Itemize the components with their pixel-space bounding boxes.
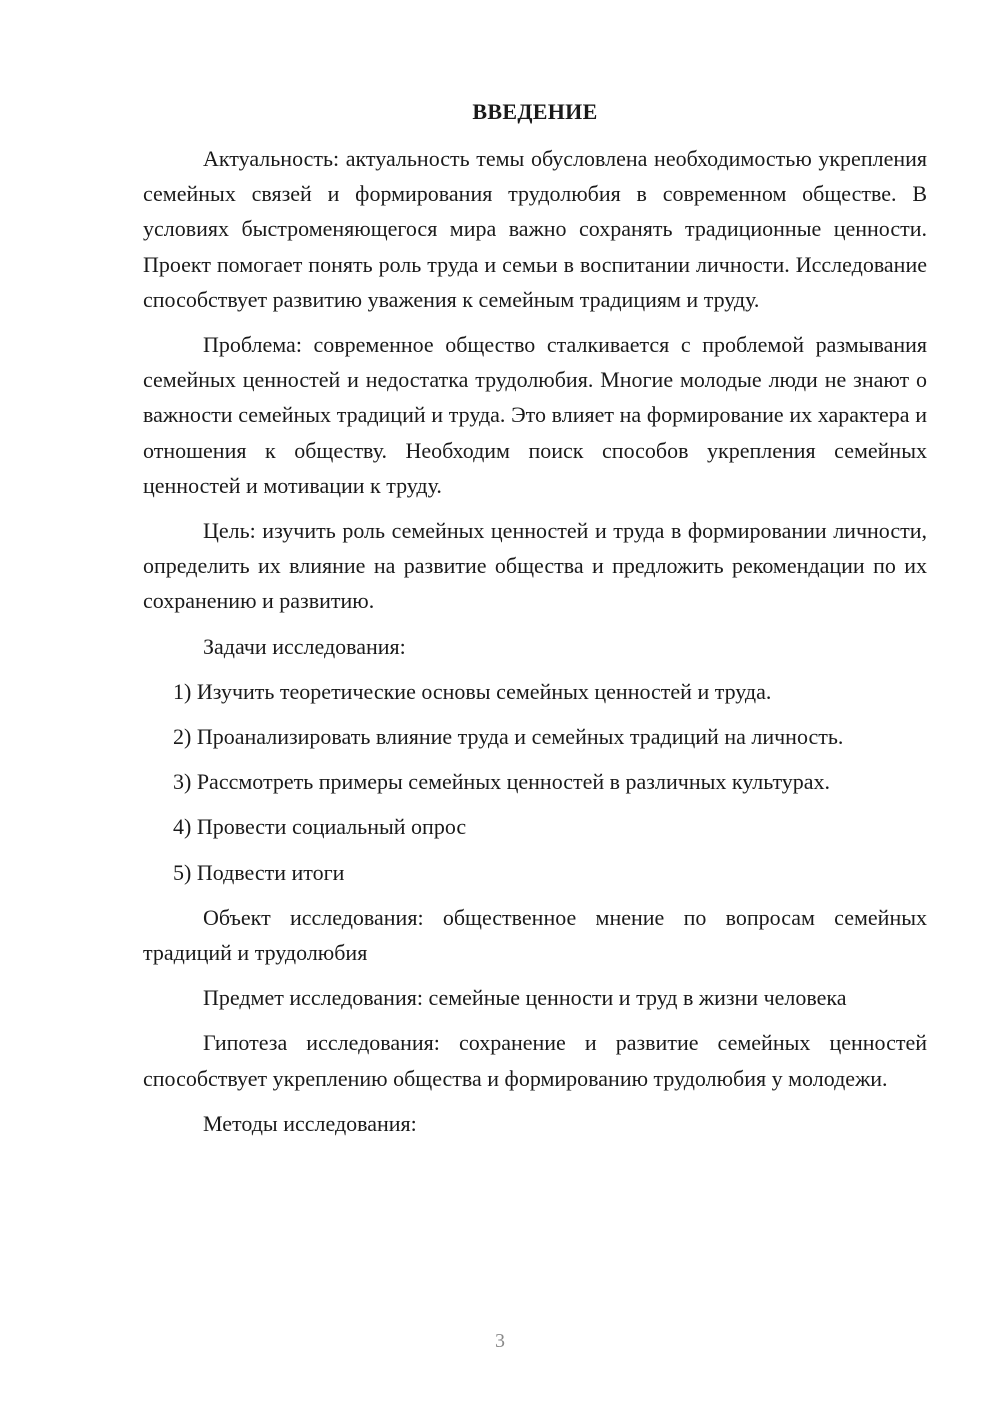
methods-heading: Методы исследования: xyxy=(203,1110,417,1136)
hypothesis-paragraph: Гипотеза исследования: сохранение и развитие семейных ценностей способствует укреплению общества и формированию трудолюбия у молодежи. xyxy=(143,1030,927,1091)
object-paragraph: Объект исследования: общественное мнение по вопросам семейных традиций и трудолюбия xyxy=(143,904,927,966)
task-item-1: 1) Изучить теоретические основы семейных ценностей и труда. xyxy=(173,678,772,704)
task-item-5: 5) Подвести итоги xyxy=(173,859,345,885)
page-number: 3 xyxy=(495,1330,505,1352)
subject-paragraph: Предмет исследования: семейные ценности и труд в жизни человека xyxy=(203,985,847,1011)
document-body xyxy=(143,94,927,1151)
task-item-2: 2) Проанализировать влияние труда и семейных традиций на личность. xyxy=(173,724,844,750)
problem-paragraph: Проблема: современное общество сталкивается с проблемой размывания семейных ценностей и недостатка трудолюбия. Многие молодые люди не знают о важности семейных традиций и труда. Это влияет на формирование их характера и отношения к обществу. Необходим поиск способов укрепления семейных ценностей и мотивации к труду. xyxy=(143,332,927,498)
section-title: ВВЕДЕНИЕ xyxy=(472,99,598,124)
goal-paragraph: Цель: изучить роль семейных ценностей и труда в формировании личности, определить их влияние на развитие общества и предложить рекомендации по их сохранению и развитию. xyxy=(143,518,927,614)
relevance-paragraph: Актуальность: актуальность темы обусловлена необходимостью укрепления семейных связей и формирования трудолюбия в современном обществе. В условиях быстроменяющегося мира важно сохранять традиционные ценности. Проект помогает понять роль труда и семьи в воспитании личности. Исследование способствует развитию уважения к семейным традициям и труду. xyxy=(143,146,927,312)
tasks-heading: Задачи исследования: xyxy=(203,633,406,659)
task-item-4: 4) Провести социальный опрос xyxy=(173,814,467,840)
task-item-3: 3) Рассмотреть примеры семейных ценностей в различных культурах. xyxy=(173,769,831,795)
